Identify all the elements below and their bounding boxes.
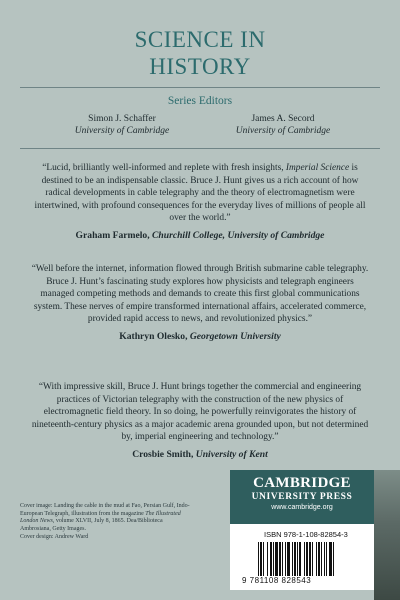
publisher-logo: [230, 470, 374, 524]
series-title: [0, 26, 400, 80]
endorsement-text: “With impressive skill, Bruce J. Hunt brings together the commercial and engineering practices of Victorian telegraphy with the construction of the new physics of electromagnetic field theory. In so doing, he powerfully reinvigorates the history of nineteenth-century physics as a major academic arena grounded upon, but not determined by, imperial engineering and technology.”: [31, 382, 369, 443]
endorsement-farmelo: [30, 162, 370, 243]
endorsement-text: “Well before the internet, information flowed through British submarine cable telegraphy. Bruce J. Hunt’s fascinating study explores how physicists and telegraph engineers managed competing methods and demands to create this first global communications system. These nerves of empire transformed international affairs, accelerated commerce, provided rapid access to news, and revolutionized physics.”: [31, 264, 369, 325]
series-title-line-2: HISTORY: [149, 54, 251, 79]
publisher-name: CAMBRIDGE: [253, 475, 351, 491]
endorsement-attribution: Crosbie Smith, University of Kent: [132, 448, 268, 460]
editor-secord: [208, 113, 358, 137]
endorsement-attribution: Kathryn Olesko, Georgetown University: [119, 330, 281, 342]
series-title-line-1: SCIENCE IN: [134, 27, 266, 52]
endorsement-text: “Lucid, brilliantly well-informed and replete with fresh insights, Imperial Science is destined to be an indispensable classic. Bruce J. Hunt gives us a rich account of how radical developments in cable telegraphy and the theory of electromagnetism were intertwined, with profound consequences for the everyday lives of millions of people all over the world.”: [34, 163, 366, 224]
cover-design-credit: Cover design: Andrew Ward: [20, 534, 89, 541]
editor-name: James A. Secord: [251, 114, 315, 124]
editor-affiliation: University of Cambridge: [74, 126, 170, 136]
editor-name: Simon J. Schaffer: [88, 114, 156, 124]
isbn-label: ISBN 978-1-108-82854-3: [264, 530, 348, 539]
barcode-icon: [258, 542, 370, 576]
series-editors-heading: Series Editors: [167, 95, 233, 107]
cover-photo-edge: [374, 470, 400, 600]
publisher-subname: UNIVERSITY PRESS: [251, 492, 353, 502]
cover-image-credit: Cover image: Landing the cable in the mud at Fao, Persian Gulf, Indo-European Telegraph, illustration from the magazine The Illustrated London News, volume XLVII, July 8, 1865. Dea/Biblioteca Ambrosiana, Getty Images. Cover design: Andrew Ward: [20, 503, 190, 541]
editor-schaffer: [47, 113, 197, 137]
editors-divider: [20, 148, 380, 149]
publisher-barcode-panel: [230, 470, 374, 590]
endorsement-attribution: Graham Farmelo, Churchill College, University of Cambridge: [75, 229, 325, 241]
book-title: Imperial Science: [285, 163, 350, 173]
publisher-url: www.cambridge.org: [271, 504, 333, 511]
endorsement-smith: [30, 381, 370, 462]
editor-affiliation: University of Cambridge: [235, 126, 331, 136]
endorsement-olesko: [30, 263, 370, 344]
barcode-digits: 9 781108 828543: [242, 576, 312, 585]
top-divider: [20, 87, 380, 88]
